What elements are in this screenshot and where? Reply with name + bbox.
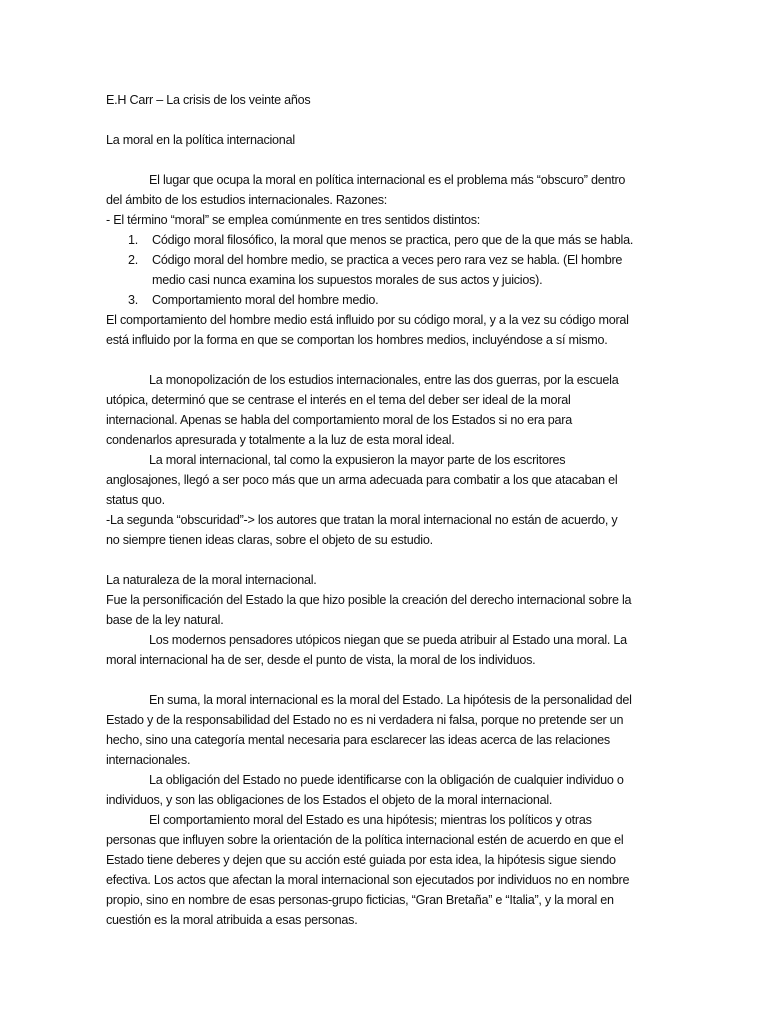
document-page xyxy=(106,90,662,930)
paragraph-line: En suma, la moral internacional es la moral del Estado. La hipótesis de la personalidad del xyxy=(149,693,632,707)
paragraph-line: La moral internacional, tal como la expusieron la mayor parte de los escritores xyxy=(149,453,566,467)
paragraph-state-obligation xyxy=(106,770,662,810)
paragraph-line: El lugar que ocupa la moral en política internacional es el problema más “obscuro” dentro xyxy=(149,173,626,187)
numbered-list xyxy=(106,230,662,310)
paragraph-line: - El término “moral” se emplea comúnmente en tres sentidos distintos: xyxy=(106,213,481,227)
paragraph-state-moral xyxy=(106,690,662,770)
paragraph-second-obscurity xyxy=(106,510,662,550)
paragraph-line: -La segunda “obscuridad”-> los autores que tratan la moral internacional no están de acuerdo, y xyxy=(106,513,618,527)
paragraph-line: base de la ley natural. xyxy=(106,613,224,627)
paragraph-line: condenarlos apresurada y totalmente a la luz de esta moral ideal. xyxy=(106,433,455,447)
paragraph-line: personas que influyen sobre la orientación de la política internacional estén de acuerdo en que el xyxy=(106,833,624,847)
paragraph-line: no siempre tienen ideas claras, sobre el objeto de su estudio. xyxy=(106,533,433,547)
paragraph-behavior xyxy=(106,310,662,350)
spacer xyxy=(106,150,662,170)
spacer xyxy=(106,110,662,130)
paragraph-monopolization xyxy=(106,370,662,450)
section-heading-nature: La naturaleza de la moral internacional. xyxy=(106,573,317,587)
paragraph-line: Fue la personificación del Estado la que hizo posible la creación del derecho internacional sobre la xyxy=(106,593,632,607)
paragraph-line: La monopolización de los estudios internacionales, entre las dos guerras, por la escuela xyxy=(149,373,619,387)
paragraph-line: cuestión es la moral atribuida a esas personas. xyxy=(106,913,358,927)
list-number: 3. xyxy=(128,293,139,307)
paragraph-line: status quo. xyxy=(106,493,165,507)
spacer xyxy=(106,670,662,690)
paragraph-line: está influido por la forma en que se comportan los hombres medios, incluyéndose a sí mismo. xyxy=(106,333,608,347)
list-item xyxy=(106,230,662,250)
paragraph-line: Estado y de la responsabilidad del Estado no es ni verdadera ni falsa, porque no pretende ser un xyxy=(106,713,624,727)
paragraph-line: efectiva. Los actos que afectan la moral internacional son ejecutados por individuos no en nombre xyxy=(106,873,630,887)
spacer xyxy=(106,350,662,370)
list-item xyxy=(106,290,662,310)
paragraph-line: individuos, y son las obligaciones de los Estados el objeto de la moral internacional. xyxy=(106,793,553,807)
paragraph-line: internacional. Apenas se habla del comportamiento moral de los Estados si no era para xyxy=(106,413,572,427)
list-number: 1. xyxy=(128,233,139,247)
paragraph-line: propio, sino en nombre de esas personas-grupo ficticias, “Gran Bretaña” e “Italia”, y la moral en xyxy=(106,893,614,907)
section-heading-moral: La moral en la política internacional xyxy=(106,133,295,147)
paragraph-line: Los modernos pensadores utópicos niegan que se pueda atribuir al Estado una moral. La xyxy=(149,633,627,647)
list-item-text: Comportamiento moral del hombre medio. xyxy=(152,293,379,307)
paragraph-line: moral internacional ha de ser, desde el punto de vista, la moral de los individuos. xyxy=(106,653,536,667)
paragraph-line: anglosajones, llegó a ser poco más que un arma adecuada para combatir a los que atacaban el xyxy=(106,473,618,487)
list-number: 2. xyxy=(128,253,139,267)
paragraph-line: hecho, sino una categoría mental necesaria para esclarecer las ideas acerca de las relaciones xyxy=(106,733,610,747)
paragraph-personification xyxy=(106,590,662,630)
paragraph-line: El comportamiento moral del Estado es una hipótesis; mientras los políticos y otras xyxy=(149,813,592,827)
paragraph-line: utópica, determinó que se centrase el interés en el tema del deber ser ideal de la moral xyxy=(106,393,571,407)
document-title: E.H Carr – La crisis de los veinte años xyxy=(106,93,311,107)
paragraph-anglosaxon xyxy=(106,450,662,510)
paragraph-line: Estado tiene deberes y dejen que su acción esté guiada por esta idea, la hipótesis sigue siendo xyxy=(106,853,616,867)
paragraph-line: La obligación del Estado no puede identificarse con la obligación de cualquier individuo o xyxy=(149,773,624,787)
paragraph-line: El comportamiento del hombre medio está influido por su código moral, y a la vez su código moral xyxy=(106,313,629,327)
spacer xyxy=(106,550,662,570)
list-item xyxy=(106,250,662,270)
paragraph-line: del ámbito de los estudios internacionales. Razones: xyxy=(106,193,388,207)
paragraph-line: internacionales. xyxy=(106,753,191,767)
paragraph-intro xyxy=(106,170,662,230)
list-item-continuation: medio casi nunca examina los supuestos morales de sus actos y juicios). xyxy=(152,273,543,287)
list-item-text: Código moral filosófico, la moral que menos se practica, pero que de la que más se habla. xyxy=(152,233,634,247)
list-item-text: Código moral del hombre medio, se practica a veces pero rara vez se habla. (El hombre xyxy=(152,253,623,267)
paragraph-state-behavior xyxy=(106,810,662,930)
paragraph-utopian-thinkers xyxy=(106,630,662,670)
